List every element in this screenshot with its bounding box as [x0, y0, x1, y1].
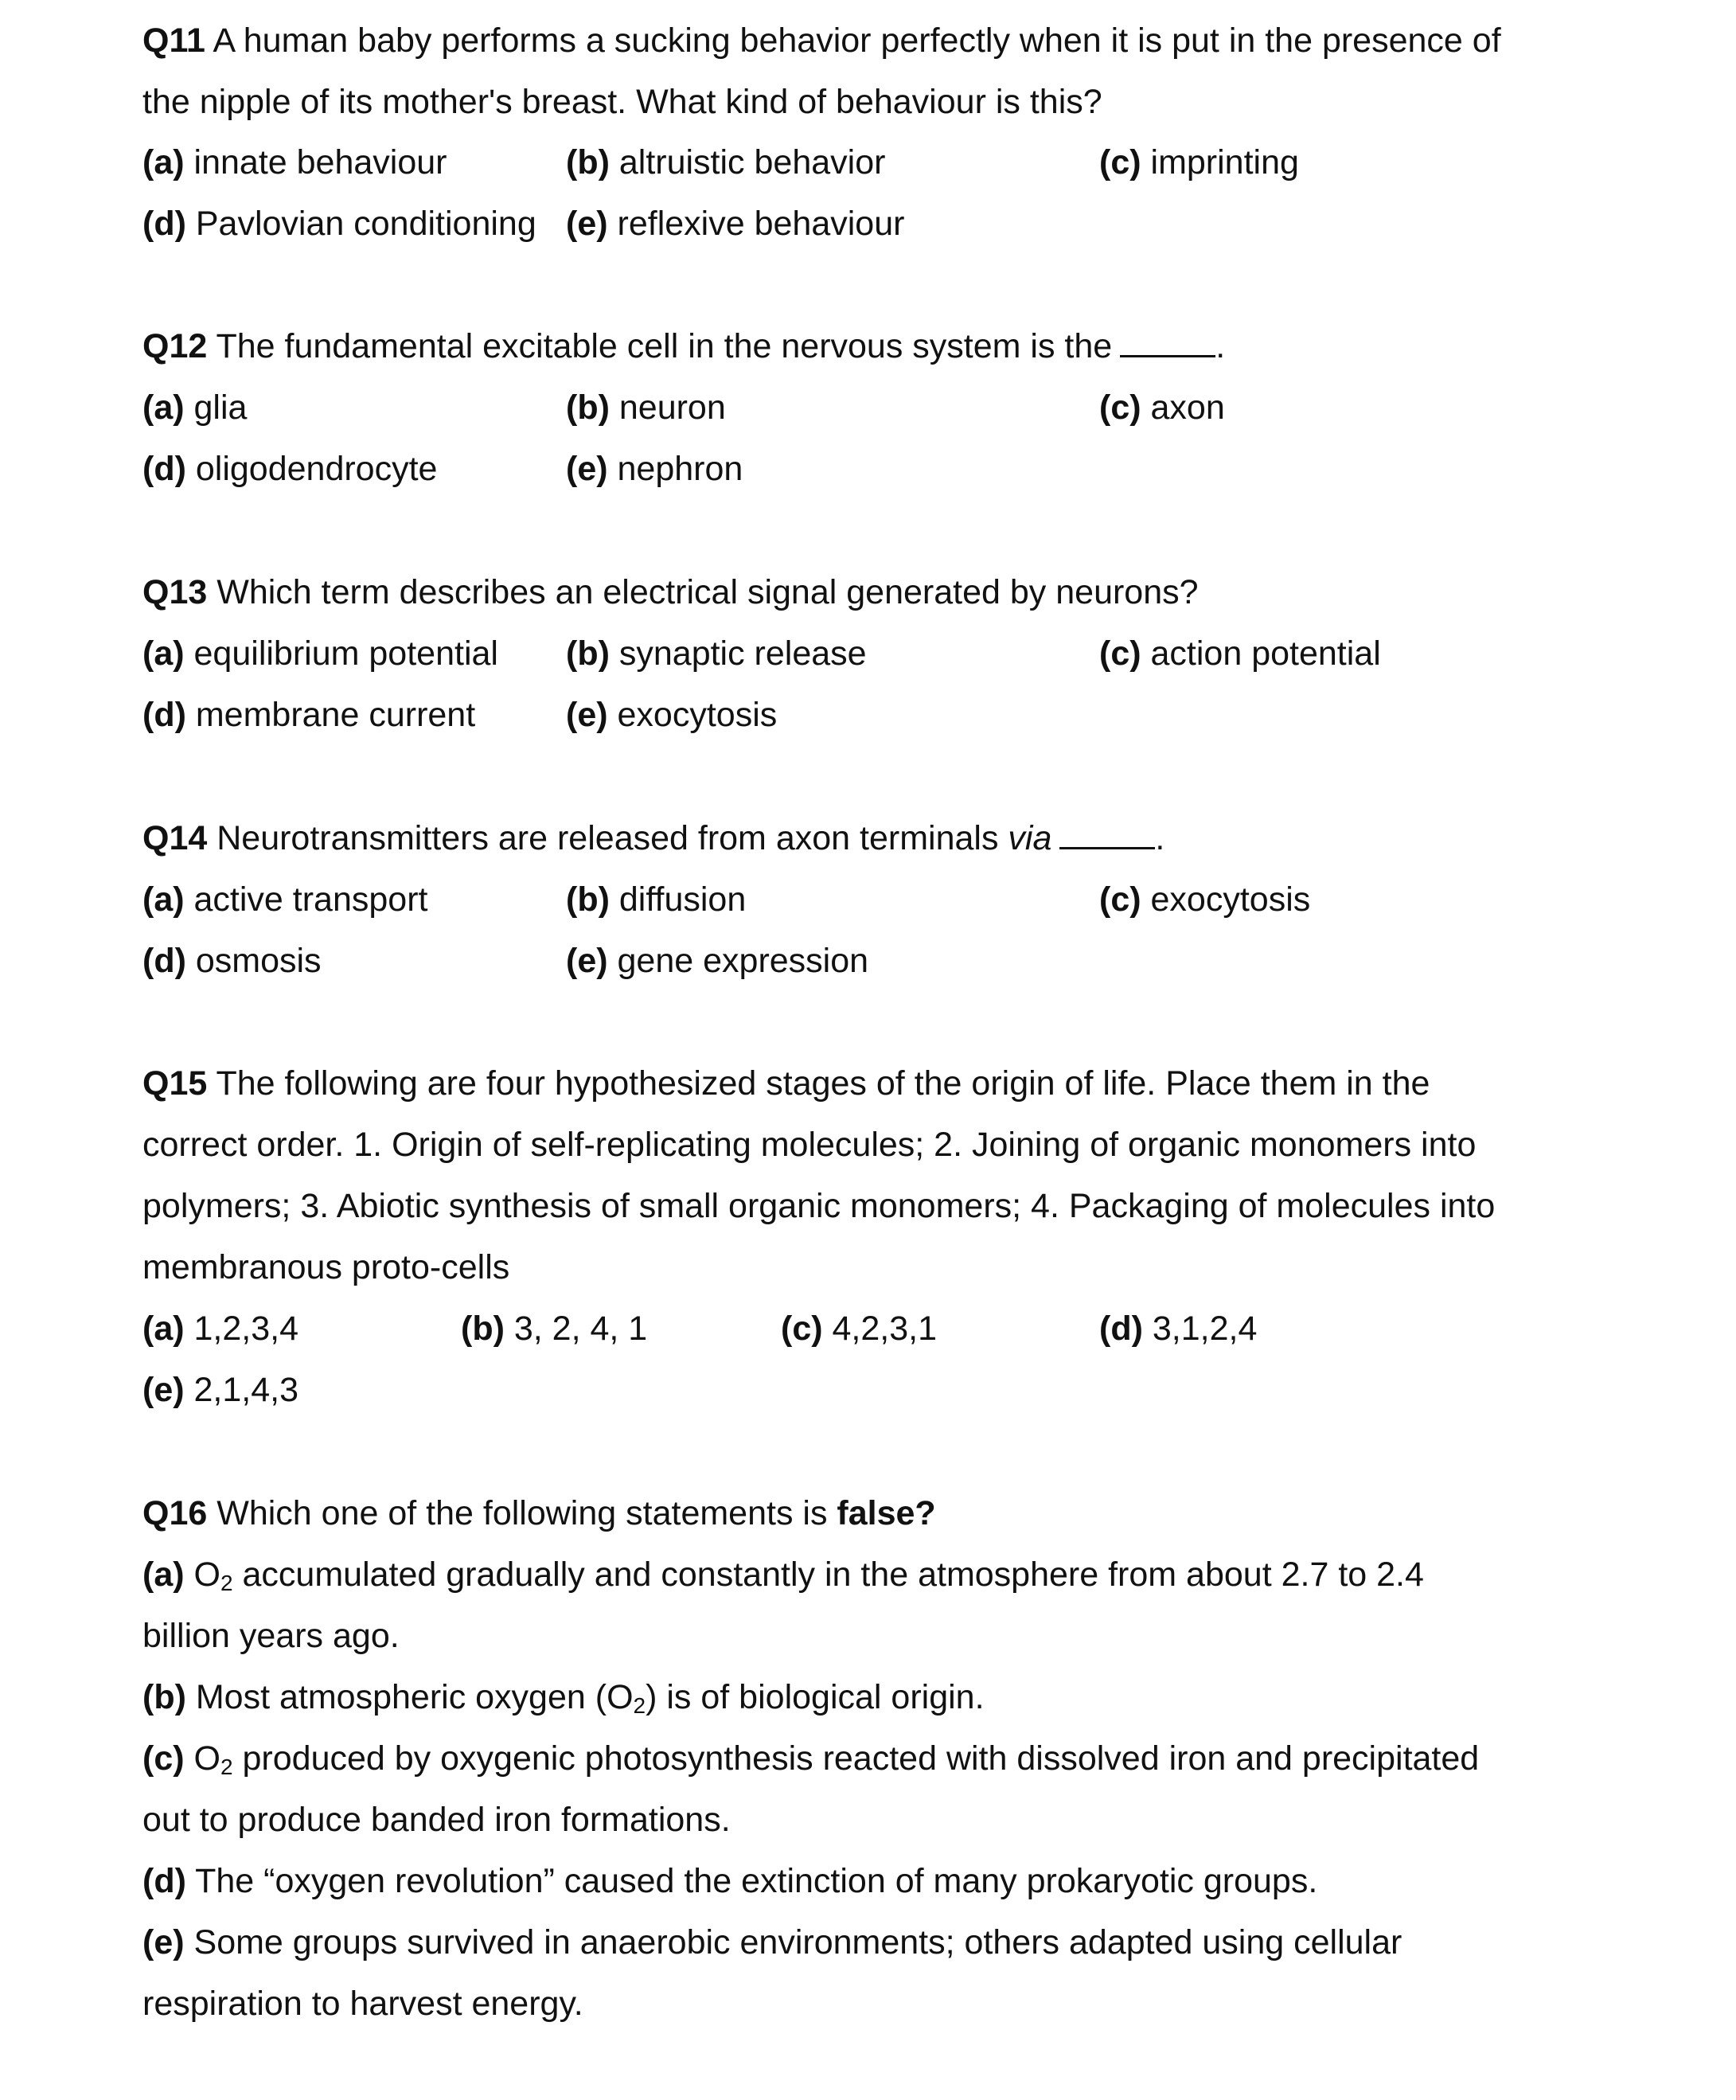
question-14-option-a[interactable]: (a) active transport [142, 880, 428, 919]
question-12-number: Q12 [142, 327, 208, 365]
question-15-option-e[interactable]: (e) 2,1,4,3 [142, 1371, 299, 1409]
question-12-option-a[interactable]: (a) glia [142, 388, 248, 427]
question-15-stem-line-1: Q15 The following are four hypothesized stages of the origin of life. Place them in the [142, 1064, 1430, 1103]
question-13-stem-line-1: Q13 Which term describes an electrical signal generated by neurons? [142, 573, 1199, 611]
question-15-stem-line-4: membranous proto-cells [142, 1248, 510, 1286]
question-16-option-a[interactable]: (a) $O_2$ accumulated gradually and constantly in the atmosphere from about 2.7 to 2.4 [142, 1555, 1424, 1595]
question-15-stem-line-2: correct order. 1. Origin of self-replicating molecules; 2. Joining of organic monomers into [142, 1126, 1477, 1164]
question-16-option-e-line-2: respiration to harvest energy. [142, 1985, 583, 2023]
question-13-option-e[interactable]: (e) exocytosis [566, 696, 778, 734]
question-15-number: Q15 [142, 1064, 208, 1103]
question-14-option-e[interactable]: (e) gene expression [566, 942, 869, 980]
answer-blank [1059, 822, 1155, 849]
question-11-option-e[interactable]: (e) reflexive behaviour [566, 205, 905, 243]
question-14-option-d[interactable]: (d) osmosis [142, 942, 322, 980]
question-15-option-d[interactable]: (d) 3,1,2,4 [1099, 1310, 1258, 1348]
question-15-stem-line-3: polymers; 3. Abiotic synthesis of small organic monomers; 4. Packaging of molecules into [142, 1187, 1496, 1225]
question-12-stem-line-1: Q12 The fundamental excitable cell in the nervous system is the . [142, 327, 1226, 365]
question-14-option-c[interactable]: (c) exocytosis [1099, 880, 1311, 919]
question-12-option-e[interactable]: (e) nephron [566, 450, 743, 488]
question-16-option-c-line-2: out to produce banded iron formations. [142, 1801, 731, 1839]
question-13-option-a[interactable]: (a) equilibrium potential [142, 634, 498, 673]
question-14-stem-line-1: Q14 Neurotransmitters are released from axon terminals via . [142, 819, 1165, 857]
question-13-option-d[interactable]: (d) membrane current [142, 696, 476, 734]
question-16-option-e[interactable]: (e) Some groups survived in anaerobic environments; others adapted using cellular [142, 1923, 1402, 1961]
question-13-number: Q13 [142, 573, 208, 611]
question-15-option-c[interactable]: (c) 4,2,3,1 [781, 1310, 938, 1348]
question-16-stem-line-1: Q16 Which one of the following statements is false? [142, 1494, 936, 1532]
question-15-option-b[interactable]: (b) 3, 2, 4, 1 [461, 1310, 648, 1348]
question-16-option-c[interactable]: (c) $O_2$ produced by oxygenic photosynthesis reacted with dissolved iron and precipitated [142, 1739, 1480, 1779]
question-11-option-d[interactable]: (d) Pavlovian conditioning [142, 205, 536, 243]
question-11-stem-line-2: the nipple of its mother's breast. What kind of behaviour is this? [142, 83, 1102, 121]
question-15-option-a[interactable]: (a) 1,2,3,4 [142, 1310, 299, 1348]
question-14-number: Q14 [142, 819, 208, 857]
question-16-option-d[interactable]: (d) The “oxygen revolution” caused the extinction of many prokaryotic groups. [142, 1862, 1318, 1900]
question-12-option-d[interactable]: (d) oligodendrocyte [142, 450, 438, 488]
question-14-option-b[interactable]: (b) diffusion [566, 880, 747, 919]
question-11-stem-line-1: Q11 A human baby performs a sucking behavior perfectly when it is put in the presence of [142, 21, 1501, 60]
question-12-option-c[interactable]: (c) axon [1099, 388, 1225, 427]
question-16-option-b[interactable]: (b) Most atmospheric oxygen $(O_2)$ is of biological origin. [142, 1678, 985, 1718]
answer-blank [1120, 330, 1215, 357]
question-16-option-a-line-2: billion years ago. [142, 1617, 400, 1655]
question-12-option-b[interactable]: (b) neuron [566, 388, 726, 427]
question-11-number: Q11 [142, 21, 205, 60]
question-11-option-a[interactable]: (a) innate behaviour [142, 143, 447, 182]
question-11-option-b[interactable]: (b) altruistic behavior [566, 143, 886, 182]
question-13-option-c[interactable]: (c) action potential [1099, 634, 1381, 673]
question-13-option-b[interactable]: (b) synaptic release [566, 634, 867, 673]
question-16-number: Q16 [142, 1494, 208, 1532]
question-11-option-c[interactable]: (c) imprinting [1099, 143, 1299, 182]
